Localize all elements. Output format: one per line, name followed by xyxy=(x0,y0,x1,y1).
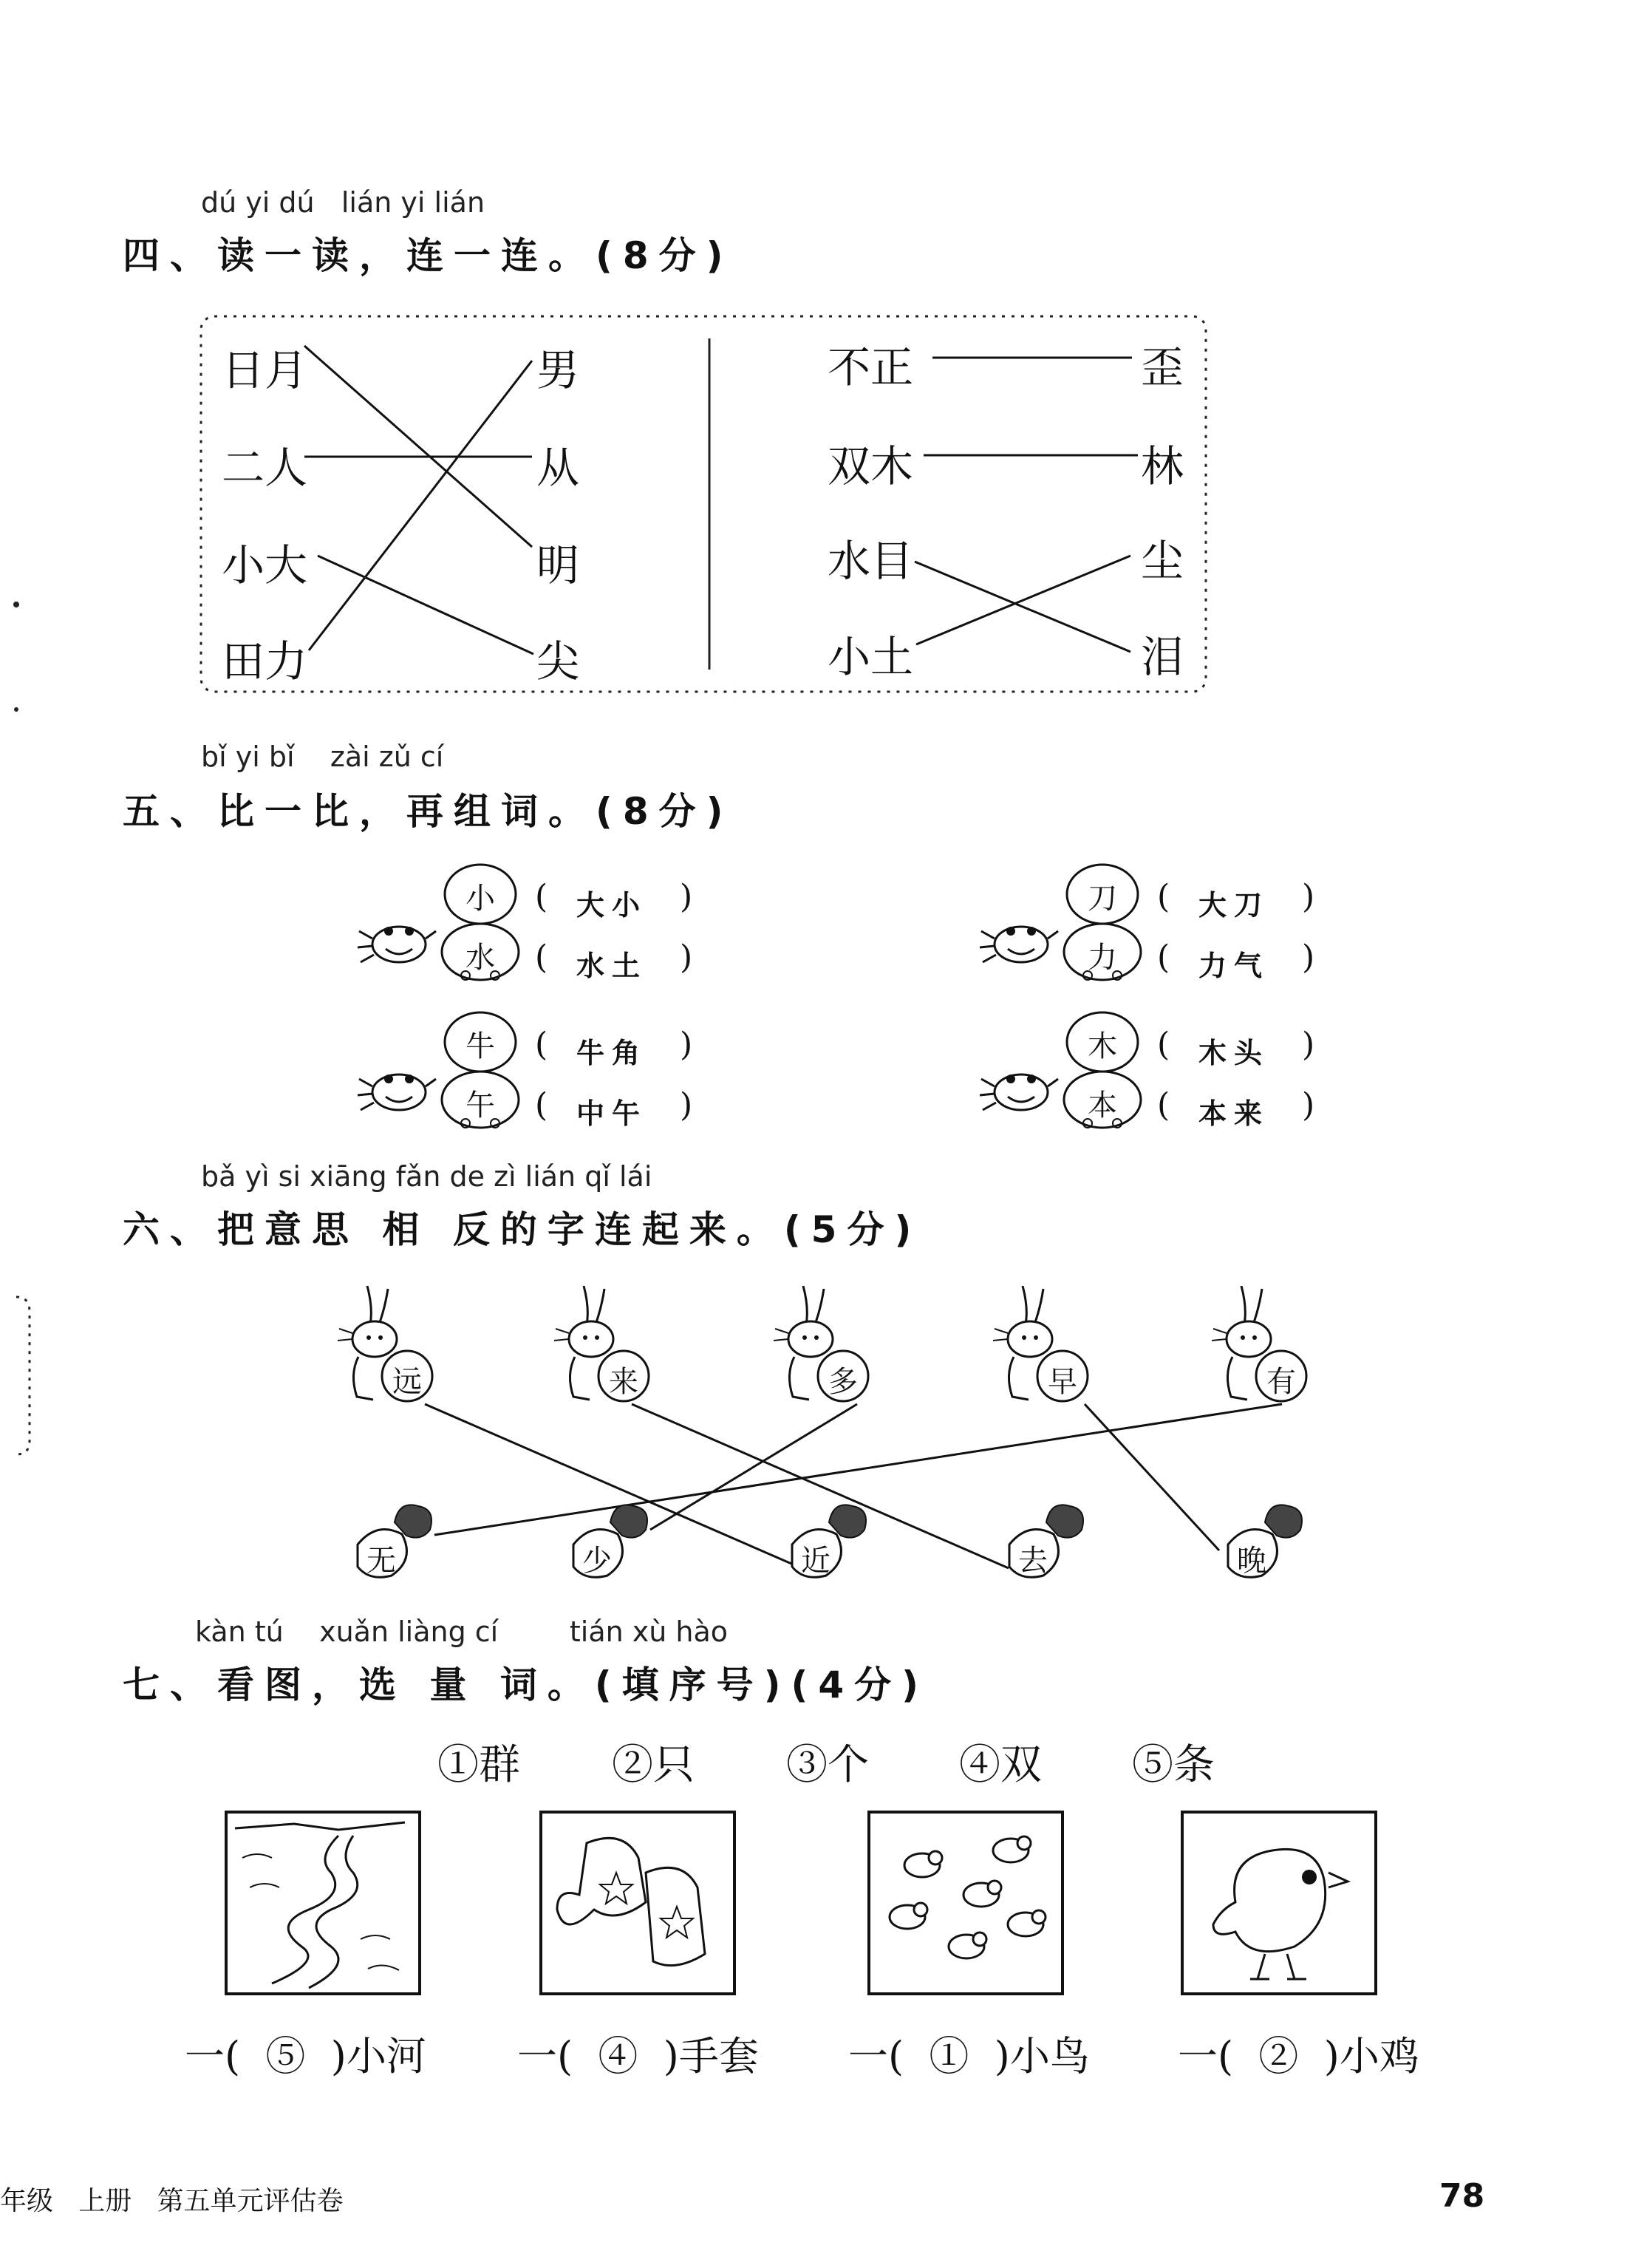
chick-picture xyxy=(1181,1811,1377,1995)
rabbit-icon xyxy=(992,1286,1095,1411)
footer-text: 年级 上册 第五单元评估卷 xyxy=(0,2186,344,2216)
top-char: 来 xyxy=(609,1365,638,1399)
radish-icon xyxy=(782,1493,885,1589)
rabbit-icon xyxy=(336,1286,440,1411)
paren-close: ) xyxy=(1302,939,1315,976)
paren-close: ) xyxy=(680,878,693,916)
measure-option: ③个 xyxy=(786,1741,869,1789)
rabbit-card xyxy=(336,1286,440,1411)
word-group xyxy=(355,857,739,983)
section6-pinyin: bǎ yì si xiāng fǎn de zì lián qǐ lái xyxy=(201,1160,652,1193)
rabbit-card xyxy=(553,1286,656,1411)
answer-prefix: 一( xyxy=(1178,2033,1234,2080)
measure-option: ⑤条 xyxy=(1132,1741,1215,1789)
paren-open: ( xyxy=(535,1026,548,1063)
compare-char: 木 xyxy=(1088,1029,1117,1063)
left-item: 田力 xyxy=(222,636,308,687)
bottom-char: 去 xyxy=(1018,1544,1048,1578)
answer-word: 牛角 xyxy=(576,1037,648,1069)
paren-open: ( xyxy=(1157,878,1170,916)
compare-char: 力 xyxy=(1088,941,1117,975)
compare-char: 牛 xyxy=(465,1029,495,1063)
paren-close: ) xyxy=(680,1086,693,1124)
radish-card xyxy=(347,1493,451,1589)
birds-picture xyxy=(867,1811,1064,1995)
right2-item: 泪 xyxy=(1141,632,1184,682)
section4-pinyin: dú yi dú lián yi lián xyxy=(201,186,485,219)
birds-icon xyxy=(870,1814,1061,1992)
paren-open: ( xyxy=(535,1086,548,1124)
answer-suffix: )小鸡 xyxy=(1323,2033,1419,2080)
radish-icon xyxy=(999,1493,1102,1589)
paren-open: ( xyxy=(1157,1026,1170,1063)
rabbit-icon xyxy=(553,1286,656,1411)
margin-decoration xyxy=(16,1297,30,1454)
section4-title: 四、读一读，连一连。(8分) xyxy=(123,234,734,277)
right2-item: 林 xyxy=(1141,441,1184,491)
radish-icon xyxy=(347,1493,451,1589)
answer-word: 中午 xyxy=(576,1097,648,1130)
paren-open: ( xyxy=(1157,1086,1170,1124)
answer-value: ② xyxy=(1258,2033,1299,2080)
right-item: 尖 xyxy=(536,636,580,687)
section6-title: 六、把意思 相 反的字连起来。(5分) xyxy=(123,1208,922,1251)
radish-icon xyxy=(1218,1493,1321,1589)
measure-answer xyxy=(848,2025,1090,2082)
match-line xyxy=(309,361,532,650)
match-line xyxy=(318,556,533,654)
compare-char: 午 xyxy=(465,1089,495,1123)
answer-value: ④ xyxy=(598,2033,638,2080)
match-line xyxy=(915,562,1130,652)
answer-word: 大小 xyxy=(576,889,648,922)
measure-option: ④双 xyxy=(959,1741,1042,1789)
right-item: 男 xyxy=(536,345,580,395)
left-item: 日月 xyxy=(222,345,308,395)
compare-char: 水 xyxy=(465,941,495,975)
paren-open: ( xyxy=(535,878,548,916)
answer-prefix: 一( xyxy=(848,2033,904,2080)
answer-word: 木头 xyxy=(1198,1037,1270,1069)
left2-item: 不正 xyxy=(828,342,914,392)
paren-close: ) xyxy=(1302,1086,1315,1124)
left2-item: 小土 xyxy=(828,632,914,682)
bottom-char: 晚 xyxy=(1237,1544,1266,1578)
paren-close: ) xyxy=(1302,1026,1315,1063)
answer-word: 大刀 xyxy=(1198,889,1270,922)
answer-suffix: )小河 xyxy=(330,2033,426,2080)
margin-dot xyxy=(14,707,18,712)
left2-item: 双木 xyxy=(828,441,914,491)
measure-answer xyxy=(1178,2025,1419,2082)
right2-item: 尘 xyxy=(1141,536,1184,586)
answer-prefix: 一( xyxy=(517,2033,573,2080)
measure-option: ②只 xyxy=(612,1741,695,1789)
radish-icon xyxy=(563,1493,666,1589)
paren-open: ( xyxy=(1157,939,1170,976)
page-number: 78 xyxy=(1439,2177,1485,2215)
bottom-char: 无 xyxy=(366,1544,396,1578)
left-item: 二人 xyxy=(222,443,308,493)
answer-suffix: )小鸟 xyxy=(994,2033,1090,2080)
measure-answer xyxy=(185,2025,426,2082)
answer-word: 本来 xyxy=(1198,1097,1270,1130)
rabbit-icon xyxy=(1210,1286,1314,1411)
answer-suffix: )手套 xyxy=(663,2033,759,2080)
answer-value: ① xyxy=(929,2033,969,2080)
paren-close: ) xyxy=(680,939,693,976)
bottom-char: 近 xyxy=(801,1544,830,1578)
section5-pinyin: bǐ yi bǐ zài zǔ cí xyxy=(201,740,444,773)
paren-close: ) xyxy=(680,1026,693,1063)
radish-card xyxy=(782,1493,885,1589)
match-line xyxy=(1085,1404,1219,1550)
answer-word: 水土 xyxy=(576,950,648,982)
section7-title: 七、看图，选 量 词。(填序号)(4分) xyxy=(123,1663,930,1706)
answer-word: 力气 xyxy=(1198,950,1270,982)
paren-open: ( xyxy=(535,939,548,976)
river-picture xyxy=(225,1811,421,1995)
gloves-picture xyxy=(539,1811,736,1995)
compare-char: 刀 xyxy=(1088,882,1117,916)
rabbit-card xyxy=(992,1286,1095,1411)
top-char: 多 xyxy=(828,1365,858,1399)
chick-icon xyxy=(1184,1814,1374,1992)
section5-title: 五、比一比，再组词。(8分) xyxy=(123,790,734,833)
compare-char: 小 xyxy=(465,882,495,916)
radish-card xyxy=(563,1493,666,1589)
paren-close: ) xyxy=(1302,878,1315,916)
left2-item: 水目 xyxy=(828,536,914,586)
margin-dot xyxy=(13,602,19,607)
bottom-char: 少 xyxy=(582,1544,612,1578)
answer-prefix: 一( xyxy=(185,2033,241,2080)
top-char: 有 xyxy=(1266,1365,1296,1399)
right-item: 明 xyxy=(536,540,580,590)
answer-value: ⑤ xyxy=(265,2033,306,2080)
gloves-icon xyxy=(542,1814,733,1992)
match-line xyxy=(304,346,532,547)
left-item: 小大 xyxy=(222,540,308,590)
radish-card xyxy=(999,1493,1102,1589)
radish-card xyxy=(1218,1493,1321,1589)
match-line xyxy=(916,556,1130,644)
word-group xyxy=(355,1005,739,1131)
measure-option: ①群 xyxy=(437,1741,520,1789)
word-group xyxy=(977,1005,1361,1131)
section7-pinyin: kàn tú xuǎn liàng cí tián xù hào xyxy=(195,1615,729,1648)
rabbit-icon xyxy=(772,1286,876,1411)
top-char: 远 xyxy=(392,1365,422,1399)
river-icon xyxy=(228,1814,418,1992)
word-group xyxy=(977,857,1361,983)
compare-char: 本 xyxy=(1088,1089,1117,1123)
right-item: 从 xyxy=(536,443,580,493)
section4-box xyxy=(201,316,1206,692)
rabbit-card xyxy=(772,1286,876,1411)
rabbit-card xyxy=(1210,1286,1314,1411)
top-char: 早 xyxy=(1048,1365,1077,1399)
right2-item: 歪 xyxy=(1141,342,1184,392)
measure-answer xyxy=(517,2025,759,2082)
